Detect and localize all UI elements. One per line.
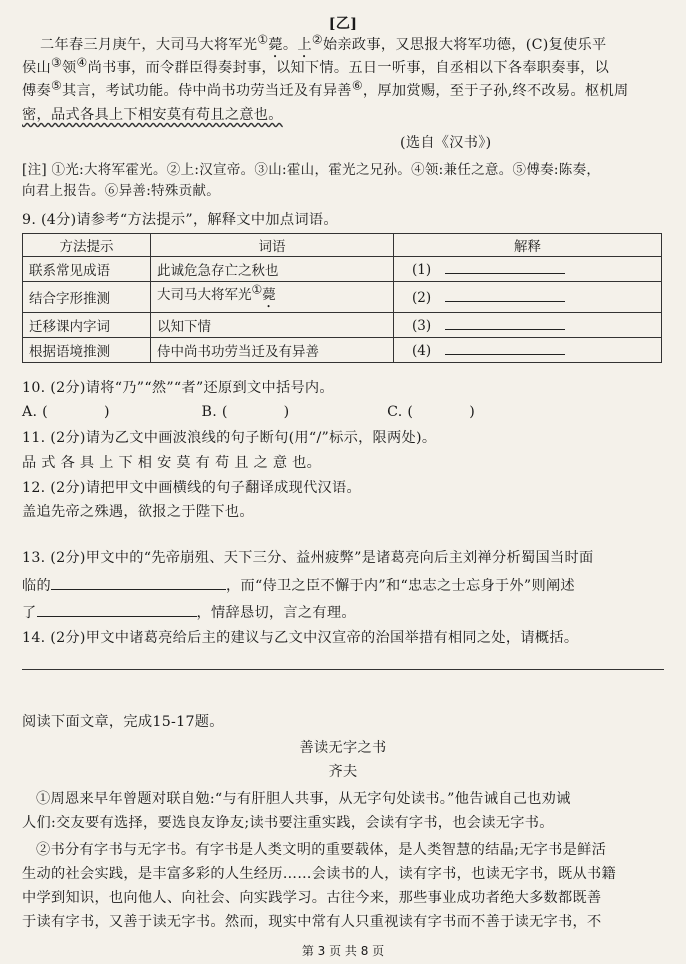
page-footer: 第 3 页 共 8 页 [301,944,385,958]
q13-blank-1[interactable] [51,575,226,590]
q9-prompt: 9. (4分)请参考“方法提示”，解释文中加点词语。 [22,212,338,228]
article-author: 齐夫 [328,764,358,780]
q10-blanks [22,402,664,422]
article-p2-line-4: 于读有字书，又善于读无字书。然而，现实中常有人只重视读有字书而不善于读无字书，不 [22,914,602,930]
q10-b[interactable]: B. ( ) [201,404,290,420]
answer-cell-2[interactable]: (2) [394,282,662,313]
notes-line-2: 向君上报告。⑥异善:特殊贡献。 [22,183,221,199]
q12-prompt: 12. (2分)请把甲文中画横线的句子翻译成现代汉语。 [22,480,362,496]
q13-blank-2[interactable] [37,602,197,617]
table-row: 联系常见成语 此诚危急存亡之秋也 (1) [23,257,662,282]
article-p1-line-2: 人们:交友要有选择，要选良友诤友;读书要注重实践，会读有字书，也会读无字书。 [22,815,554,831]
table-row: 结合字形推测 大司马大将军光①薨 (2) [23,282,662,313]
answer-cell-3[interactable]: (3) [394,313,662,338]
article-title: 善读无字之书 [299,740,387,756]
passage-line-1: 二年春三月庚午，大司马大将军光①薨。上②始亲政事，又思报大将军功德，(C)复使乐平 [40,32,607,53]
table-row: 根据语境推测 侍中尚书功劳当迁及有异善 (4) [23,338,662,363]
passage-line-3: 傅奏⑤其言，考试功能。侍中尚书功劳当迁及有异善⑥，厚加赏赐，至于子孙,终不改易。枢机周 [22,78,629,99]
q11-prompt: 11. (2分)请为乙文中画波浪线的句子断句(用“/”标示，限两处)。 [22,430,437,446]
answer-cell-1[interactable]: (1) [394,257,662,282]
article-p2-line-3: 中学到知识，也向他人、向社会、向实践学习。古往今来，那些事业成功者绝大多数都既善 [22,890,602,906]
reading-intro: 阅读下面文章，完成15-17题。 [22,714,224,730]
wavy-sentence: 密，品式各具上下相安莫有苟且之意也。 [22,107,283,123]
article-p1-line-1: ①周恩来早年曾题对联自勉:“与有肝胆人共事，从无字句处读书。”他告诫自己也劝诫 [36,791,571,807]
q13-line-3: 了 ，情辞恳切，言之有理。 [22,602,664,623]
article-p2-line-2: 生动的社会实践，是丰富多彩的人生经历……会读书的人，读有字书，也读无字书，既从书籍 [22,866,616,882]
answer-cell-4[interactable]: (4) [394,338,662,363]
passage-source: (选自《汉书》) [400,135,492,151]
q14-answer-line[interactable] [22,669,664,670]
q12-sentence: 盖追先帝之殊遇，欲报之于陛下也。 [22,504,254,520]
q13-line-2: 临的 ，而“侍卫之臣不懈于内”和“忠志之士忘身于外”则阐述 [22,575,664,596]
q14-prompt: 14. (2分)甲文中诸葛亮给后主的建议与乙文中汉宣帝的治国举措有相同之处，请概括。 [22,630,579,646]
q10-prompt: 10. (2分)请将“乃”“然”“者”还原到文中括号内。 [22,380,334,396]
passage-line-4 [22,105,664,125]
table-row: 迁移课内字词 以知下情 (3) [23,313,662,338]
passage-line-2: 侯山③领④尚书事，而令群臣得奏封事，以知下情。五日一听事，自丞相以下各奉职奏事，以 [22,55,610,76]
method-table [22,233,662,363]
header-phrase: 词语 [151,234,394,257]
q11-sentence[interactable]: 品 式 各 具 上 下 相 安 莫 有 苟 且 之 意 也。 [22,455,322,471]
q13-line-1: 13. (2分)甲文中的“先帝崩殂、天下三分、益州疲弊”是诸葛亮向后主刘禅分析蜀国当时面 [22,550,594,566]
table-header-row [23,234,662,257]
q10-a[interactable]: A. ( ) [22,404,110,420]
notes-line-1: [注] ①光:大将军霍光。②上:汉宣帝。③山:霍山，霍光之兄孙。④领:兼任之意。⑤傅奏:陈奏， [22,162,601,178]
q10-c[interactable]: C. ( ) [387,404,476,420]
header-method: 方法提示 [23,234,151,257]
header-explain: 解释 [394,234,662,257]
article-p2-line-1: ②书分有字书与无字书。有字书是人类文明的重要载体，是人类智慧的结晶;无字书是鲜活 [36,842,607,858]
passage-heading: [乙] [328,16,358,32]
